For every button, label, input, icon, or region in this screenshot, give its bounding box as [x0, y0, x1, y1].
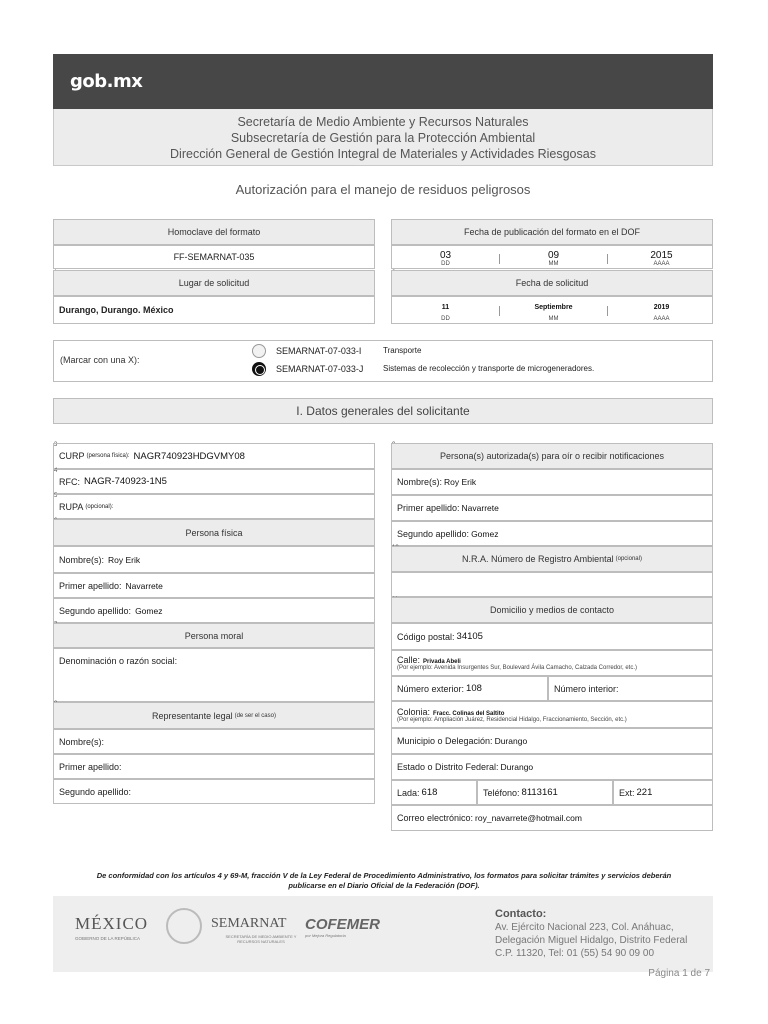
radio-option-transport[interactable]: [252, 344, 266, 358]
email-value: roy_navarrete@hotmail.com: [475, 813, 582, 823]
field-number: 5: [54, 493, 58, 499]
solicitud-month: Septiembre: [534, 304, 573, 311]
rupa-label: RUPA: [59, 501, 84, 512]
fisica-ap2-field[interactable]: [53, 598, 375, 623]
ext-number-value: 108: [466, 683, 482, 694]
representante-opt: (de ser el caso): [234, 712, 276, 719]
solicitud-day-label: DD: [441, 316, 450, 322]
solicitud-year-label: AAAA: [653, 316, 670, 322]
curp-opt: (persona física):: [86, 453, 130, 459]
header-bar: [53, 54, 713, 109]
lugar-header: Lugar de solicitud: [53, 270, 375, 296]
colonia-value: Fracc. Colinas del Saltito: [433, 710, 505, 717]
extension-value: 221: [636, 787, 653, 798]
rep-nombre-label: Nombre(s):: [59, 736, 105, 747]
municipio-value: Durango: [494, 736, 528, 746]
colonia-field[interactable]: [391, 701, 713, 728]
homoclave-value: FF-SEMARNAT-035: [53, 245, 375, 269]
national-seal-icon: [166, 908, 202, 944]
curp-label: CURP: [59, 451, 85, 461]
solicitud-header: Fecha de solicitud: [391, 270, 713, 296]
footnote-line-2: publicarse en el Diario Oficial de la Federación (DOF).: [288, 881, 480, 890]
section-title: I. Datos generales del solicitante: [53, 398, 713, 424]
solicitud-date-cell[interactable]: [391, 296, 713, 324]
solicitud-month-label: MM: [548, 316, 559, 322]
estado-value: Durango: [500, 762, 534, 772]
legal-footnote: [60, 871, 708, 891]
aut-ap2-label: Segundo apellido:: [397, 528, 470, 539]
semarnat-logo: SEMARNAT: [211, 916, 287, 931]
publication-date-cell: [391, 245, 713, 269]
fisica-nombre-label: Nombre(s):: [59, 554, 105, 565]
lada-value: 618: [421, 787, 438, 798]
cp-label: Código postal:: [397, 631, 455, 642]
estado-field[interactable]: [391, 754, 713, 780]
marcar-label: (Marcar con una X):: [60, 355, 140, 365]
colonia-label: Colonia:: [397, 706, 431, 717]
publication-year: 2015: [650, 250, 673, 261]
rep-nombre-field[interactable]: [53, 729, 375, 754]
rfc-label: RFC:: [59, 476, 80, 487]
telefono-label: Teléfono:: [483, 787, 520, 798]
lugar-text: Durango, Durango. México: [59, 305, 174, 315]
email-label: Correo electrónico:: [397, 813, 474, 823]
rep-ap1-field[interactable]: [53, 754, 375, 779]
persona-fisica-header: Persona física: [53, 519, 375, 546]
nra-field[interactable]: [391, 572, 713, 597]
solicitud-year: 2019: [653, 304, 670, 311]
calle-example: (Por ejemplo: Avenida Insurgentes Sur, Boulevard Ávila Camacho, Calzada Corredor, etc.): [397, 665, 638, 671]
mexico-logo: MÉXICO: [75, 914, 149, 933]
razon-social-field[interactable]: [53, 648, 375, 702]
fisica-ap2-value: Gomez: [135, 605, 163, 616]
calle-label: Calle:: [397, 655, 421, 665]
representante-header: [53, 702, 375, 729]
aut-nombre-value: Roy Erik: [444, 477, 477, 487]
fisica-nombre-field[interactable]: [53, 546, 375, 573]
colonia-example: (Por ejemplo: Ampliación Juárez, Residencial Hidalgo, Fraccionamiento, Sección, etc.): [397, 716, 627, 723]
field-number: 3: [54, 442, 58, 448]
publication-day: 03: [439, 250, 452, 261]
aut-ap1-value: Navarrete: [461, 503, 499, 513]
email-field[interactable]: [391, 805, 713, 831]
persona-moral-header: Persona moral: [53, 623, 375, 648]
cofemer-logo-sub: por Mejora Regulatoria: [305, 933, 346, 938]
nra-opt: (opcional): [615, 556, 642, 562]
municipio-label: Municipio o Delegación:: [397, 736, 493, 746]
extension-field[interactable]: [613, 780, 713, 805]
curp-field[interactable]: [53, 443, 375, 469]
footnote-line-1: De conformidad con los artículos 4 y 69-M, fracción V de la Ley Federal de Procedimiento Administrativo, los formatos para solicitar trámites y servicios deberán: [96, 871, 672, 880]
int-number-label: Número interior:: [554, 683, 619, 694]
calle-value: Privada Abeli: [423, 659, 461, 665]
cofemer-logo: COFEMER: [305, 916, 380, 933]
rep-ap2-label: Segundo apellido:: [59, 786, 132, 797]
lada-label: Lada:: [397, 787, 420, 798]
publication-date-header: Fecha de publicación del formato en el DOF: [391, 219, 713, 245]
semarnat-logo-sub: SECRETARÍA DE MEDIO AMBIENTE Y RECURSOS NATURALES: [225, 934, 297, 944]
rupa-opt: (opcional):: [85, 503, 114, 510]
publication-year-label: AAAA: [653, 261, 670, 267]
domicilio-header: Domicilio y medios de contacto: [391, 597, 713, 623]
telefono-value: 8113161: [521, 787, 558, 798]
page-number: Página 1 de 7: [648, 968, 710, 979]
agency-line-2: Subsecretaría de Gestión para la Protección Ambiental: [230, 131, 536, 145]
solicitud-day: 11: [441, 304, 450, 311]
contact-line-2: Delegación Miguel Hidalgo, Distrito Federal: [495, 935, 688, 946]
contact-title: Contacto:: [495, 908, 547, 920]
footer: [53, 896, 713, 972]
rfc-field[interactable]: [53, 469, 375, 494]
agency-box: [53, 109, 713, 166]
rupa-field[interactable]: [53, 494, 375, 519]
aut-ap2-field[interactable]: [391, 521, 713, 546]
curp-value: NAGR740923HDGVMY08: [133, 450, 245, 462]
autorizados-header: Persona(s) autorizada(s) para oír o recibir notificaciones: [391, 443, 713, 469]
aut-ap1-label: Primer apellido:: [397, 503, 460, 513]
field-number: 4: [54, 468, 58, 474]
option-code-2: SEMARNAT-07-033-J: [276, 364, 364, 374]
publication-day-label: DD: [441, 261, 450, 267]
calle-field[interactable]: [391, 650, 713, 676]
ext-number-label: Número exterior:: [397, 683, 465, 694]
fisica-ap1-value: Navarrete: [125, 580, 163, 591]
publication-month-label: MM: [548, 261, 559, 267]
lada-field[interactable]: [391, 780, 477, 805]
aut-ap2-value: Gomez: [471, 528, 499, 539]
municipio-field[interactable]: [391, 728, 713, 754]
fisica-ap1-field[interactable]: [53, 573, 375, 598]
nra-header: [391, 546, 713, 572]
estado-label: Estado o Distrito Federal:: [397, 762, 499, 772]
agency-line-1: Secretaría de Medio Ambiente y Recursos Naturales: [237, 115, 529, 129]
gobmx-logo: gob.mx: [70, 71, 143, 92]
option-code-1: SEMARNAT-07-033-I: [276, 346, 362, 356]
lugar-value[interactable]: [53, 296, 375, 324]
contact-line-3: C.P. 11320, Tel: 01 (55) 54 90 09 00: [495, 948, 655, 959]
aut-nombre-field[interactable]: [391, 469, 713, 495]
fisica-ap2-label: Segundo apellido:: [59, 605, 132, 616]
document-title: Autorización para el manejo de residuos peligrosos: [235, 182, 531, 197]
option-desc-1: Transporte: [383, 346, 422, 355]
radio-option-microgenerators[interactable]: [252, 362, 266, 376]
contact-line-1: Av. Ejército Nacional 223, Col. Anáhuac,: [495, 922, 674, 933]
representante-title: Representante legal: [152, 710, 233, 721]
option-desc-2: Sistemas de recolección y transporte de microgeneradores.: [383, 364, 595, 373]
int-number-field[interactable]: [548, 676, 713, 701]
rep-ap2-field[interactable]: [53, 779, 375, 804]
agency-line-3: Dirección General de Gestión Integral de Materiales y Actividades Riesgosas: [170, 147, 596, 161]
telefono-field[interactable]: [477, 780, 613, 805]
razon-social-label: Denominación o razón social:: [59, 656, 178, 666]
ext-number-field[interactable]: [391, 676, 548, 701]
mexico-logo-sub: GOBIERNO DE LA REPÚBLICA: [75, 936, 141, 941]
publication-month: 09: [547, 250, 560, 261]
extension-label: Ext:: [619, 787, 635, 798]
cp-value: 34105: [456, 631, 483, 642]
aut-ap1-field[interactable]: [391, 495, 713, 521]
cp-field[interactable]: [391, 623, 713, 650]
fisica-nombre-value: Roy Erik: [108, 554, 141, 565]
aut-nombre-label: Nombre(s):: [397, 477, 443, 487]
nra-title: N.R.A. Número de Registro Ambiental: [462, 554, 614, 564]
rep-ap1-label: Primer apellido:: [59, 761, 122, 772]
procedure-selection-box: [53, 340, 713, 382]
fisica-ap1-label: Primer apellido:: [59, 580, 122, 591]
homoclave-header: Homoclave del formato: [53, 219, 375, 245]
rfc-value: NAGR-740923-1N5: [84, 476, 167, 487]
